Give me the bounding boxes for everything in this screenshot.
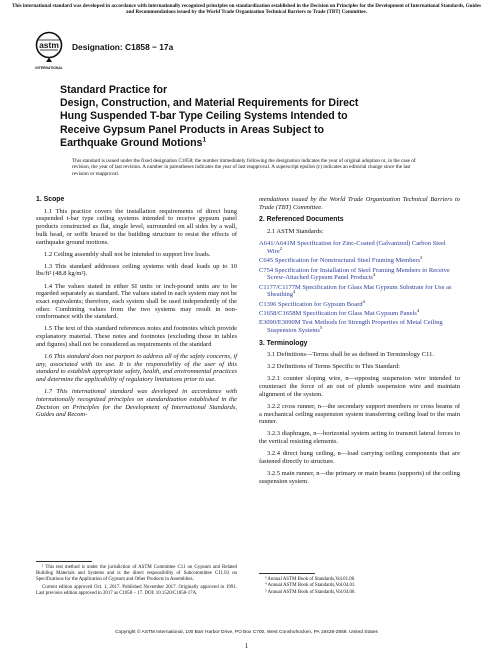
paragraph-3-2-1: 3.2.1 counter sloping wire, n—opposing suspension wire intended to counteract the force of an out of plumb suspension wire and maintain alignment of the system. bbox=[259, 375, 460, 398]
svg-text:astm: astm bbox=[39, 40, 59, 50]
reference-item[interactable]: A641/A641M Specification for Zinc-Coated (Galvanized) Carbon Steel Wire$^2$ bbox=[259, 240, 446, 255]
reference-item[interactable]: C754 Specification for Installation of Steel Framing Members to Receive Screw-Attached Gypsum Panel Products$^4$ bbox=[259, 266, 450, 282]
footnote-1: ¹ This test method is under the jurisdiction of ASTM Committee C11 on Gypsum and Related Building Materials and Systems and is the direct responsibility of Subcommittee C11.03 on Specifications for the Application of Gypsum and Other Products in Assemblies. bbox=[36, 565, 237, 582]
title-line: Receive Gypsum Panel Products in Areas Subject to bbox=[60, 123, 324, 136]
paragraph-1-6: 1.6 This standard does not purport to address all of the safety concerns, if any, associated with its use. It is the responsibility of the user of this standard to establish appropriate safety, health, and environmental practices and determine the applicability of regulatory limitations prior to use. bbox=[36, 352, 237, 384]
paragraph-1-3: 1.3 This standard addresses ceiling systems with dead loads up to 10 lbs/ft² (48.8 kg/m²). bbox=[36, 262, 237, 278]
paragraph-1-2: 1.2 Ceiling assembly shall not be intended to support live loads. bbox=[44, 250, 211, 258]
reference-link[interactable]: C754 bbox=[259, 266, 274, 274]
reference-link[interactable]: C1396 bbox=[259, 300, 277, 308]
issue-note: This standard is issued under the fixed designation C1858; the number immediately following the designation indicates the year of original adoption or, in the case of revision, the year of last revision. A number in parentheses indicates the year of last reapproval. A superscript epsilon (ε) indicates an editorial change since the last revision or reapproval. bbox=[72, 158, 416, 177]
svg-text:INTERNATIONAL: INTERNATIONAL bbox=[35, 66, 63, 70]
tbt-notice: This international standard was developed in accordance with internationally recognized principles on standardization established in the Decision on Principles for the Development of International Standards, Guides and Recommendations issued by the World Trade Organization Technical Barriers to Trade (TBT) Committee. bbox=[11, 3, 482, 15]
reference-link[interactable]: C1658/C1658M bbox=[259, 309, 302, 317]
reference-link[interactable]: E3090/E3090M bbox=[259, 319, 301, 327]
title-line: Hung Suspended T-bar Type Ceiling Systems Intended to bbox=[60, 110, 348, 123]
left-column bbox=[36, 196, 237, 423]
paragraph-3-2-2: 3.2.2 cross runner, n—the secondary support members or cross beams of a mechanical ceiling suspension system transferring ceiling load to the main runner. bbox=[259, 402, 460, 426]
title-line: Design, Construction, and Material Requirements for Direct bbox=[60, 97, 359, 110]
footnote-4: ⁴ Annual ASTM Book of Standards,Vol.04.01. bbox=[265, 583, 356, 589]
reference-link[interactable]: A641/A641M bbox=[259, 240, 296, 248]
reference-link[interactable]: C1177/C1177M bbox=[259, 283, 301, 291]
title-footnote-mark: 1 bbox=[202, 136, 207, 144]
paragraph-3-2: 3.2 Definitions of Terms Specific to This Standard: bbox=[267, 363, 400, 371]
reference-item[interactable]: C1177/C1177M Specification for Glass Mat Gypsum Substrate for Use as Sheathing$^4$ bbox=[259, 283, 452, 299]
footnote-3: ³ Annual ASTM Book of Standards,Vol.01.06. bbox=[265, 577, 356, 582]
terminology-heading: 3. Terminology bbox=[259, 339, 308, 347]
referenced-documents-heading: 2. Referenced Documents bbox=[259, 216, 344, 224]
paragraph-3-2-5: 3.2.5 main runner, n—the primary or main beams (supports) of the ceiling suspension system. bbox=[259, 469, 460, 485]
paragraph-3-2-3: 3.2.3 diaphragm, n—horizontal system acting to transmit lateral forces to the vertical resisting elements. bbox=[259, 430, 460, 446]
document-title bbox=[60, 84, 440, 150]
footnotes-left bbox=[36, 565, 237, 598]
paragraph-3-1: 3.1 Definitions—Terms shall be as defined in Terminology C11. bbox=[267, 351, 434, 359]
footnote-5: ⁵ Annual ASTM Book of Standards,Vol.04.06. bbox=[265, 589, 356, 595]
scope-heading: 1. Scope bbox=[36, 196, 65, 203]
paragraph-3-2-4: 3.2.4 direct hung ceiling, n—load carrying ceiling components that are fastened directly to structure. bbox=[259, 450, 460, 465]
paragraph-1-4: 1.4 The values stated in either SI units or inch-pound units are to be regarded separately as standard. The values stated in each system may not be exact equivalents; therefore, each system shall be used independently of the other. Combining values from the two systems may result in non-conformance with the standard. bbox=[36, 282, 237, 321]
footnotes-right bbox=[259, 577, 460, 596]
footnote-divider bbox=[36, 561, 92, 562]
reference-item[interactable]: C1658/C1658M Specification for Glass Mat Gypsum Panels$^4$ bbox=[259, 307, 420, 317]
footnote-1-edition: Current edition approved Oct. 1, 2017. Published November 2017. Originally approved in 1991. Last previous edition approved in 2017 as C1858 – 17. DOI: 10.1520/C1858-17A. bbox=[36, 584, 237, 596]
paragraph-1-7: 1.7 This international standard was developed in accordance with internationally recognized principles on standardization established in the Decision on Principles for the Development of International Standards, Guides and Recom- bbox=[36, 388, 237, 419]
reference-link[interactable]: C645 bbox=[259, 257, 274, 265]
reference-item[interactable]: C645 Specification for Nonstructural Steel Framing Members$^3$ bbox=[259, 255, 423, 265]
reference-item[interactable]: C1396 Specification for Gypsum Board$^4$ bbox=[259, 298, 365, 308]
right-column bbox=[259, 196, 460, 490]
reference-item[interactable]: E3090/E3090M Test Methods for Strength Properties of Metal Ceiling Suspension Systems$^5$ bbox=[259, 319, 443, 334]
paragraph-1-1: 1.1 This practice covers the installation requirements of direct hung suspended t-bar type ceiling systems intended to receive gypsum panel products constructed as flat, single level, surrounded on all sides by a wall, bulk head, or soffit braced to the building structure to resist the effects of earthquake ground motions. bbox=[36, 207, 237, 246]
astm-standards-intro: 2.1 ASTM Standards: bbox=[267, 228, 324, 236]
designation: Designation: C1858 − 17a bbox=[72, 42, 174, 52]
page-number: 1 bbox=[244, 642, 249, 650]
title-line: Earthquake Ground Motions$^1$ bbox=[60, 136, 207, 149]
astm-logo bbox=[34, 31, 64, 73]
paragraph-1-5: 1.5 The text of this standard references notes and footnotes which provide explanatory material. These notes and footnotes (excluding those in tables and figures) shall not be considered as requirements of the standard bbox=[36, 325, 237, 348]
reference-list bbox=[259, 240, 460, 334]
title-line: Standard Practice for bbox=[60, 84, 168, 96]
paragraph-1-7-continued: mendations issued by the World Trade Organization Technical Barriers to Trade (TBT) Committee. bbox=[259, 196, 460, 211]
copyright-line: Copyright © ASTM International, 100 Barr Harbor Drive, PO Box C700, West Conshohocken, PA 19428-2959. United States bbox=[115, 630, 378, 635]
footnote-divider bbox=[259, 573, 315, 574]
